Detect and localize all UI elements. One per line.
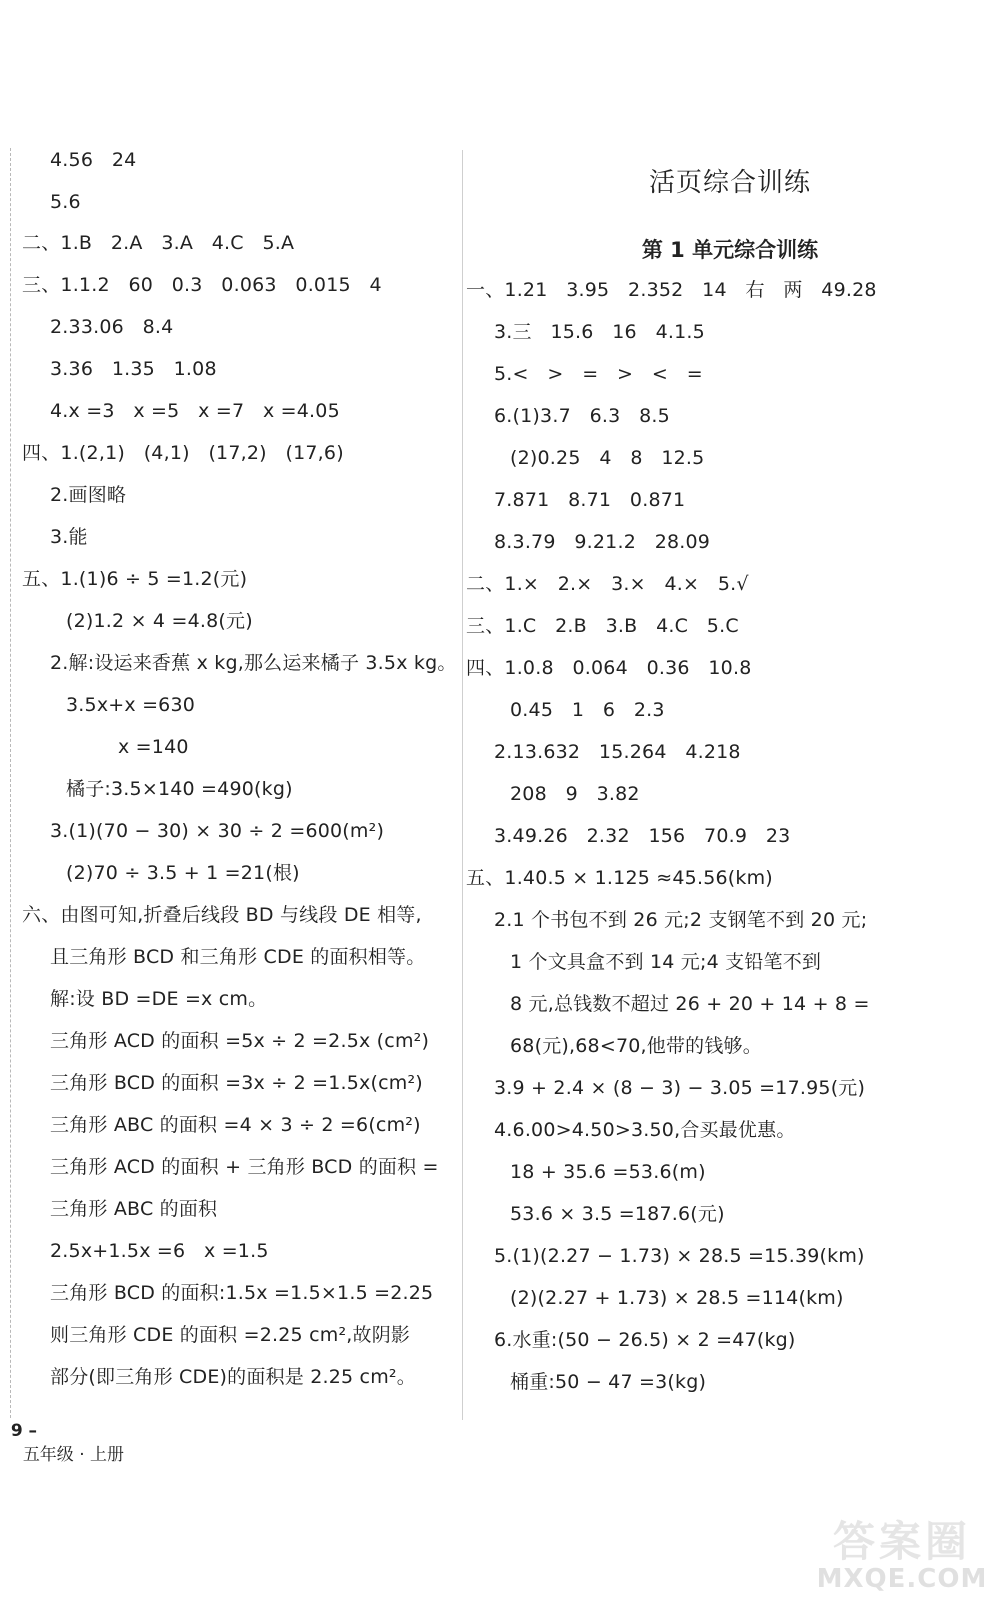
column-divider (462, 150, 463, 1420)
answer-line: 二、1.B 2.A 3.A 4.C 5.A (22, 232, 295, 254)
answer-line: 8.3.79 9.21.2 28.09 (494, 531, 711, 553)
answer-line: 7.871 8.71 0.871 (494, 489, 686, 511)
answer-line: (2)70 ÷ 3.5 + 1 =21(根) (66, 862, 300, 884)
answer-line: 四、1.0.8 0.064 0.36 10.8 (466, 657, 752, 679)
answer-line: 53.6 × 3.5 =187.6(元) (510, 1203, 725, 1225)
answer-line: 部分(即三角形 CDE)的面积是 2.25 cm²。 (50, 1366, 416, 1388)
answer-line: 橘子:3.5×140 =490(kg) (66, 778, 293, 800)
answer-line: 三角形 ACD 的面积 + 三角形 BCD 的面积 = (50, 1156, 439, 1178)
answer-line: 3.9 + 2.4 × (8 − 3) − 3.05 =17.95(元) (494, 1077, 866, 1099)
answer-line: 2.解:设运来香蕉 x kg,那么运来橘子 3.5x kg。 (50, 652, 457, 674)
answer-line: 一、1.21 3.95 2.352 14 右 两 49.28 (466, 279, 877, 301)
answer-line: 6.(1)3.7 6.3 8.5 (494, 405, 670, 427)
answer-line: 5.(1)(2.27 − 1.73) × 28.5 =15.39(km) (494, 1245, 865, 1267)
answer-line: 2.33.06 8.4 (50, 316, 174, 338)
answer-line: 桶重:50 − 47 =3(kg) (510, 1371, 707, 1393)
answer-line: 三角形 ABC 的面积 (50, 1198, 218, 1220)
answer-line: 68(元),68<70,他带的钱够。 (510, 1035, 762, 1057)
unit-title: 第 1 单元综合训练 (641, 238, 819, 262)
answer-line: 三角形 BCD 的面积:1.5x =1.5×1.5 =2.25 (50, 1282, 434, 1304)
answer-line: 18 + 35.6 =53.6(m) (510, 1161, 706, 1183)
answer-line: 四、1.(2,1) (4,1) (17,2) (17,6) (22, 442, 344, 464)
watermark-url: MXQE.COM (816, 1564, 988, 1594)
page-number: 9 – (10, 1421, 38, 1441)
watermark-logo: 答案圈 (832, 1517, 971, 1566)
answer-line: (2)0.25 4 8 12.5 (510, 447, 705, 469)
answer-line: 且三角形 BCD 和三角形 CDE 的面积相等。 (50, 946, 426, 968)
answer-line: 则三角形 CDE 的面积 =2.25 cm²,故阴影 (50, 1324, 411, 1346)
watermark (812, 1518, 992, 1598)
answer-line: (2)(2.27 + 1.73) × 28.5 =114(km) (510, 1287, 844, 1309)
answer-line: 五、1.(1)6 ÷ 5 =1.2(元) (22, 568, 248, 590)
answer-line: 3.36 1.35 1.08 (50, 358, 217, 380)
answer-line: 4.6.00>4.50>3.50,合买最优惠。 (494, 1119, 796, 1141)
answer-line: 6.水重:(50 − 26.5) × 2 =47(kg) (494, 1329, 796, 1351)
answer-line: 三角形 ABC 的面积 =4 × 3 ÷ 2 =6(cm²) (50, 1114, 421, 1136)
answer-line: 2.5x+1.5x =6 x =1.5 (50, 1240, 269, 1262)
answer-line: 1 个文具盒不到 14 元;4 支铅笔不到 (510, 951, 822, 973)
answer-line: 2.13.632 15.264 4.218 (494, 741, 741, 763)
answer-line: 3.(1)(70 − 30) × 30 ÷ 2 =600(m²) (50, 820, 385, 842)
answer-line: 三角形 BCD 的面积 =3x ÷ 2 =1.5x(cm²) (50, 1072, 423, 1094)
grade-label: 五年级 · 上册 (22, 1445, 125, 1465)
answer-line: 2.1 个书包不到 26 元;2 支钢笔不到 20 元; (494, 909, 868, 931)
answer-line: 5.6 (50, 191, 81, 213)
answer-line: x =140 (118, 736, 189, 758)
answer-line: 3.能 (50, 526, 88, 548)
page-binding-edge (10, 148, 11, 1418)
page-footer (0, 1395, 124, 1467)
answer-line: 3.49.26 2.32 156 70.9 23 (494, 825, 791, 847)
answer-line: 8 元,总钱数不超过 26 + 20 + 14 + 8 = (510, 993, 870, 1015)
section-title: 活页综合训练 (648, 168, 811, 198)
answer-line: 0.45 1 6 2.3 (510, 699, 665, 721)
answer-line: 208 9 3.82 (510, 783, 640, 805)
answer-line: 解:设 BD =DE =x cm。 (50, 988, 268, 1010)
answer-line: (2)1.2 × 4 =4.8(元) (66, 610, 253, 632)
answer-line: 3.三 15.6 16 4.1.5 (494, 321, 705, 343)
answer-line: 4.x =3 x =5 x =7 x =4.05 (50, 400, 340, 422)
answer-line: 三、1.1.2 60 0.3 0.063 0.015 4 (22, 274, 382, 296)
answer-line: 5.< > = > < = (494, 363, 703, 385)
answer-line: 3.5x+x =630 (66, 694, 196, 716)
answer-line: 三角形 ACD 的面积 =5x ÷ 2 =2.5x (cm²) (50, 1030, 430, 1052)
answer-line: 六、由图可知,折叠后线段 BD 与线段 DE 相等, (22, 904, 422, 926)
answer-line: 4.56 24 (50, 149, 137, 171)
answer-line: 三、1.C 2.B 3.B 4.C 5.C (466, 615, 739, 637)
answer-line: 二、1.× 2.× 3.× 4.× 5.√ (466, 573, 749, 595)
answer-line: 2.画图略 (50, 484, 127, 506)
answer-line: 五、1.40.5 × 1.125 ≈45.56(km) (466, 867, 773, 889)
